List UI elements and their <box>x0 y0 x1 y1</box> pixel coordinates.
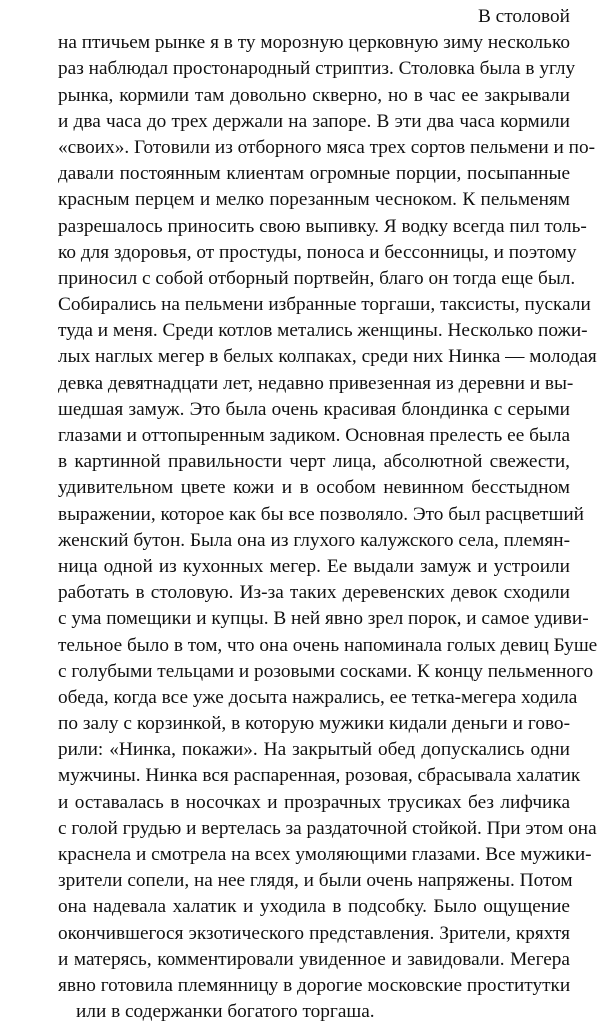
text-line: краснела и смотрела на всех умоляющими глазами. Все мужики- <box>58 844 592 865</box>
text-line: окончившегося экзотического представления. Зрители, кряхтя <box>58 922 570 944</box>
text-line: или в содержанки богатого торгаша. <box>76 1001 375 1023</box>
text-line: лых наглых мегер в белых колпаках, среди них Нинка — молодая <box>58 346 597 368</box>
text-line: давали постоянным клиентам огромные порции, посыпанные <box>58 163 570 185</box>
text-line: рили: «Нинка, покажи». На закрытый обед допускались одни <box>58 739 570 761</box>
text-line: на птичьем рынке я в ту морозную церковную зиму несколько <box>58 32 570 54</box>
text-line: она надевала халатик и уходила в подсобку. Было ощущение <box>58 896 570 918</box>
text-line: «своих». Готовили из отборного мяса трех сортов пельмени и по- <box>58 136 596 158</box>
text-line: разрешалось приносить свою выпивку. Я водку всегда пил толь- <box>58 215 587 237</box>
text-line: туда и меня. Среди котлов метались женщины. Несколько пожи- <box>58 320 588 342</box>
text-line: Собирались на пельмени избранные торгаши, таксисты, пускали <box>58 294 591 316</box>
text-line: зрители сопели, на нее глядя, и были очень напряжены. Потом <box>58 870 573 892</box>
text-line: и два часа до трех держали на запоре. В эти два часа кормили <box>58 110 570 132</box>
text-line: выражении, которое как бы все позволяло. Это был расцветший <box>58 503 584 525</box>
text-line: раз наблюдал простонародный стриптиз. Столовка была в углу <box>58 58 576 80</box>
text-line: и матерясь, комментировали увиденное и завидовали. Мегера <box>58 948 570 970</box>
heading-fragment: В столовой <box>478 6 570 27</box>
text-line: с голой грудью и вертелась за раздаточной стойкой. При этом она <box>58 817 597 839</box>
text-line: явно готовила племянницу в дорогие московские проститутки <box>58 974 571 996</box>
text-line: обеда, когда все уже досыта нажрались, ее тетка-мегера ходила <box>58 686 578 708</box>
text-line: мужчины. Нинка вся распаренная, розовая, сбрасывала халатик <box>58 765 581 787</box>
text-line: рынка, кормили там довольно скверно, но в час ее закрывали <box>58 84 570 106</box>
text-page <box>58 4 598 1025</box>
text-line: красным перцем и мелко порезанным чесноком. К пельменям <box>58 189 570 211</box>
text-line: женский бутон. Была она из глухого калужского села, племян- <box>58 529 570 551</box>
text-line: ко для здоровья, от простуды, поноса и бессонницы, и поэтому <box>58 241 577 263</box>
text-line: по залу с корзинкой, в которую мужики кидали деньги и гово- <box>58 713 570 735</box>
text-line: с голубыми тельцами и розовыми сосками. К концу пельменного <box>58 660 594 682</box>
text-line: ница одной из кухонных мегер. Ее выдали замуж и устроили <box>58 555 570 577</box>
text-line: в картинной правильности черт лица, абсолютной свежести, <box>58 451 570 473</box>
text-line: удивительном цвете кожи и в особом невинном бесстыдном <box>58 477 570 499</box>
text-line: глазами и оттопыренным задиком. Основная прелесть ее была <box>58 425 571 446</box>
body-text <box>58 30 598 1025</box>
text-line: приносил с собой отборный портвейн, благо он тогда еще был. <box>58 267 576 289</box>
text-line: девка девятнадцати лет, недавно привезенная из деревни и вы- <box>58 372 574 394</box>
text-line: с ума помещики и купцы. В ней явно зрел порок, и самое удиви- <box>58 608 589 630</box>
text-line: работать в столовую. Из-за таких деревенских девок сходили <box>58 582 570 604</box>
text-line: шедшая замуж. Это была очень красивая блондинка с серыми <box>58 398 570 420</box>
text-line: и оставалась в носочках и прозрачных трусиках без лифчика <box>58 791 570 813</box>
text-line: тельное было в том, что она очень напоминала голых девиц Буше <box>58 634 598 656</box>
